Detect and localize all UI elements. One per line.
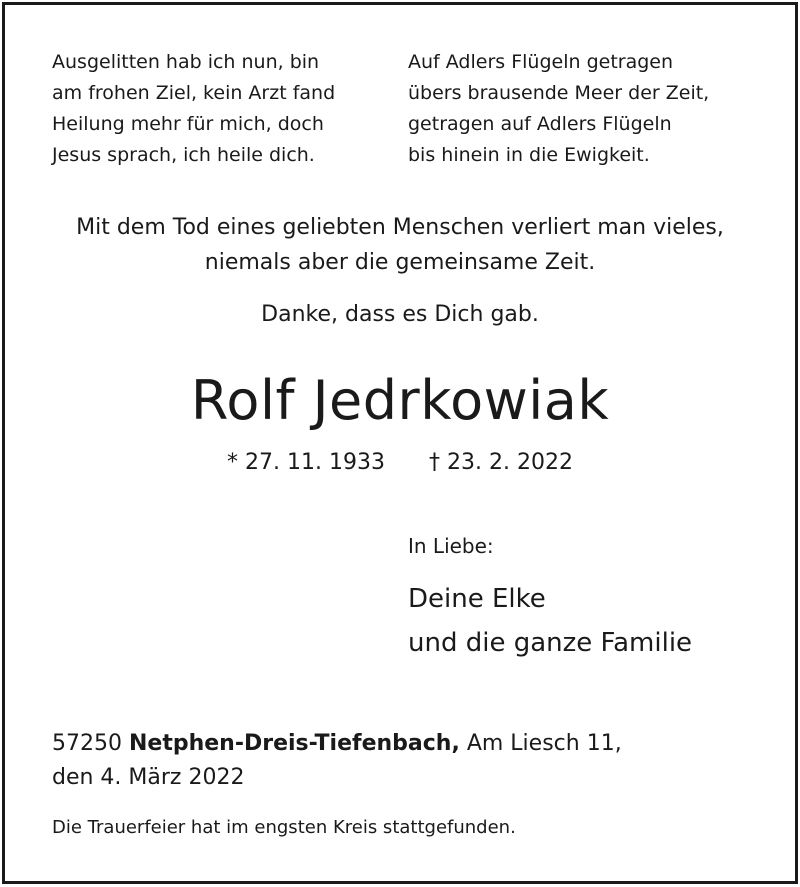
memorial-quote bbox=[0, 210, 800, 280]
postal-code: 57250 bbox=[52, 731, 122, 756]
thanks-line: Danke, dass es Dich gab. bbox=[261, 302, 539, 327]
mourners bbox=[408, 577, 692, 665]
quote-line: Mit dem Tod eines geliebten Menschen verliert man vieles, bbox=[76, 215, 724, 240]
deceased-name: Rolf Jedrkowiak bbox=[190, 369, 610, 432]
poem-right-line: übers brausende Meer der Zeit, bbox=[408, 82, 710, 104]
death-date: † 23. 2. 2022 bbox=[429, 450, 573, 475]
address-line bbox=[52, 727, 622, 761]
poem-left-line: Ausgelitten hab ich nun, bin bbox=[52, 51, 320, 73]
poem-left bbox=[52, 47, 335, 171]
poem-right-line: getragen auf Adlers Flügeln bbox=[408, 113, 672, 135]
town-name: Netphen-Dreis-Tiefenbach, bbox=[129, 731, 460, 756]
life-dates bbox=[0, 447, 800, 479]
mourner-line: und die ganze Familie bbox=[408, 628, 693, 658]
funeral-note: Die Trauerfeier hat im engsten Kreis stattgefunden. bbox=[52, 817, 516, 838]
poem-right-line: Auf Adlers Flügeln getragen bbox=[408, 51, 674, 73]
street: Am Liesch 11, bbox=[466, 731, 622, 756]
birth-date: * 27. 11. 1933 bbox=[227, 450, 385, 475]
address-block bbox=[52, 727, 622, 795]
poem-left-line: Heilung mehr für mich, doch bbox=[52, 113, 324, 135]
poem-left-line: am frohen Ziel, kein Arzt fand bbox=[52, 82, 336, 104]
quote-line: niemals aber die gemeinsame Zeit. bbox=[204, 250, 596, 275]
address-date: den 4. März 2022 bbox=[52, 765, 245, 790]
poem-right-line: bis hinein in die Ewigkeit. bbox=[408, 144, 650, 166]
poem-left-line: Jesus sprach, ich heile dich. bbox=[52, 144, 315, 166]
in-liebe-label: In Liebe: bbox=[408, 534, 494, 558]
poem-right bbox=[408, 47, 709, 171]
mourner-line: Deine Elke bbox=[408, 584, 546, 614]
